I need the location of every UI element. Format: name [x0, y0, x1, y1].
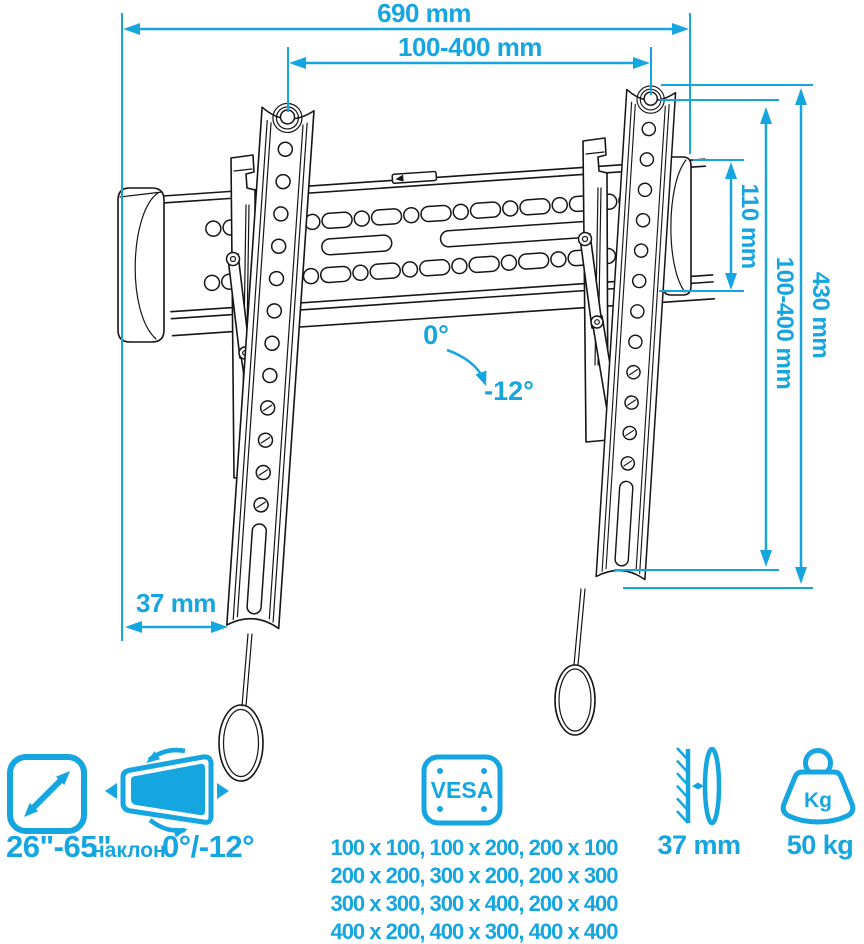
wall-distance-icon [677, 748, 719, 823]
dim-bracket-height-label: 430 mm [807, 271, 834, 359]
left-pull-cord [219, 634, 263, 781]
dim-total-width [123, 0, 689, 35]
vesa-row-1: 100 x 100, 100 x 200, 200 x 100 [330, 835, 618, 860]
vesa-title: VESA [430, 777, 494, 803]
tilt-range-label: 0°/-12° [162, 829, 254, 864]
tilt-screen-icon [105, 750, 229, 837]
dim-vesa-width [289, 32, 650, 69]
vesa-row-2: 200 x 200, 300 x 200, 200 x 300 [330, 863, 618, 888]
dim-rail-height-label: 110 mm [736, 183, 763, 269]
dim-vesa-width-label: 100-400 mm [398, 32, 542, 62]
tilt-start-label: 0° [423, 320, 449, 350]
dim-vesa-height [760, 107, 798, 567]
dim-bracket-height [795, 88, 834, 584]
dim-wall-offset-label: 37 mm [136, 588, 216, 618]
wall-mount-drawing [118, 84, 714, 781]
tilt-annotation [423, 320, 534, 406]
vesa-icon [424, 757, 500, 823]
left-end-cap [118, 188, 164, 342]
dim-wall-offset [125, 588, 228, 633]
wall-distance-label: 37 mm [657, 830, 741, 860]
vesa-pattern-list [330, 835, 618, 944]
vesa-row-3: 300 x 300, 300 x 400, 200 x 400 [330, 891, 618, 916]
screen-size-icon [10, 757, 84, 831]
weight-unit-label: Kg [804, 789, 832, 812]
screen-size-label: 26"-65" [6, 829, 112, 864]
max-weight-label: 50 kg [786, 830, 854, 860]
vesa-row-4: 400 x 200, 400 x 300, 400 x 400 [330, 919, 618, 944]
dim-total-width-label: 690 mm [377, 0, 471, 28]
right-pull-cord [555, 589, 595, 735]
weight-icon [783, 751, 853, 823]
dim-rail-height [725, 162, 763, 290]
tilt-end-label: -12° [484, 376, 534, 406]
legend-row [6, 748, 853, 944]
dim-vesa-height-label: 100-400 mm [771, 256, 798, 390]
tilt-word-label: наклон [92, 839, 166, 862]
